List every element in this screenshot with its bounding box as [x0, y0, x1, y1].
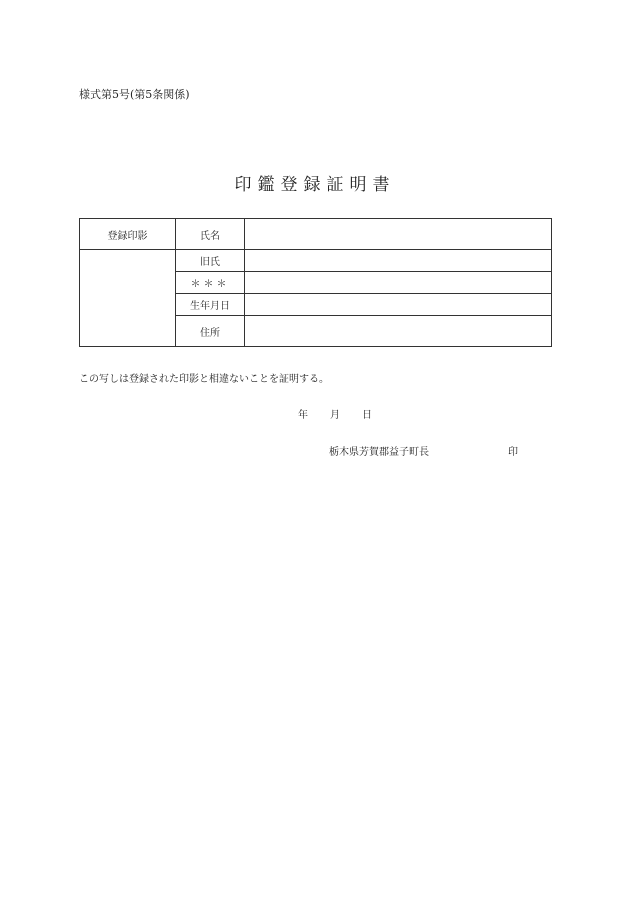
- value-masked: [245, 272, 552, 294]
- seal-impression-area: [80, 250, 176, 347]
- date-year-label: 年: [298, 410, 308, 421]
- value-old-surname: [245, 250, 552, 272]
- value-birthdate: [245, 294, 552, 316]
- date-month-label: 月: [330, 410, 340, 421]
- issuer-name: 栃木県芳賀郡益子町長: [329, 447, 429, 458]
- label-old-surname: 旧氏: [176, 250, 245, 272]
- certification-statement: この写しは登録された印影と相違ないことを証明する。: [79, 374, 329, 385]
- table-row-name: [80, 219, 552, 250]
- seal-mark: 印: [508, 447, 518, 458]
- form-number: 様式第5号(第5条関係): [79, 88, 190, 101]
- value-name: [245, 219, 552, 250]
- table-row-old-surname: [80, 250, 552, 272]
- date-line: [298, 406, 372, 421]
- label-birthdate: 生年月日: [176, 294, 245, 316]
- label-name: 氏名: [176, 219, 245, 250]
- certificate-table: [79, 218, 552, 347]
- value-address: [245, 316, 552, 347]
- date-day-label: 日: [362, 410, 372, 421]
- seal-header-cell: 登録印影: [80, 219, 176, 250]
- label-masked: ＊＊＊: [176, 272, 245, 294]
- label-address: 住所: [176, 316, 245, 347]
- document-title: 印鑑登録証明書: [234, 175, 396, 195]
